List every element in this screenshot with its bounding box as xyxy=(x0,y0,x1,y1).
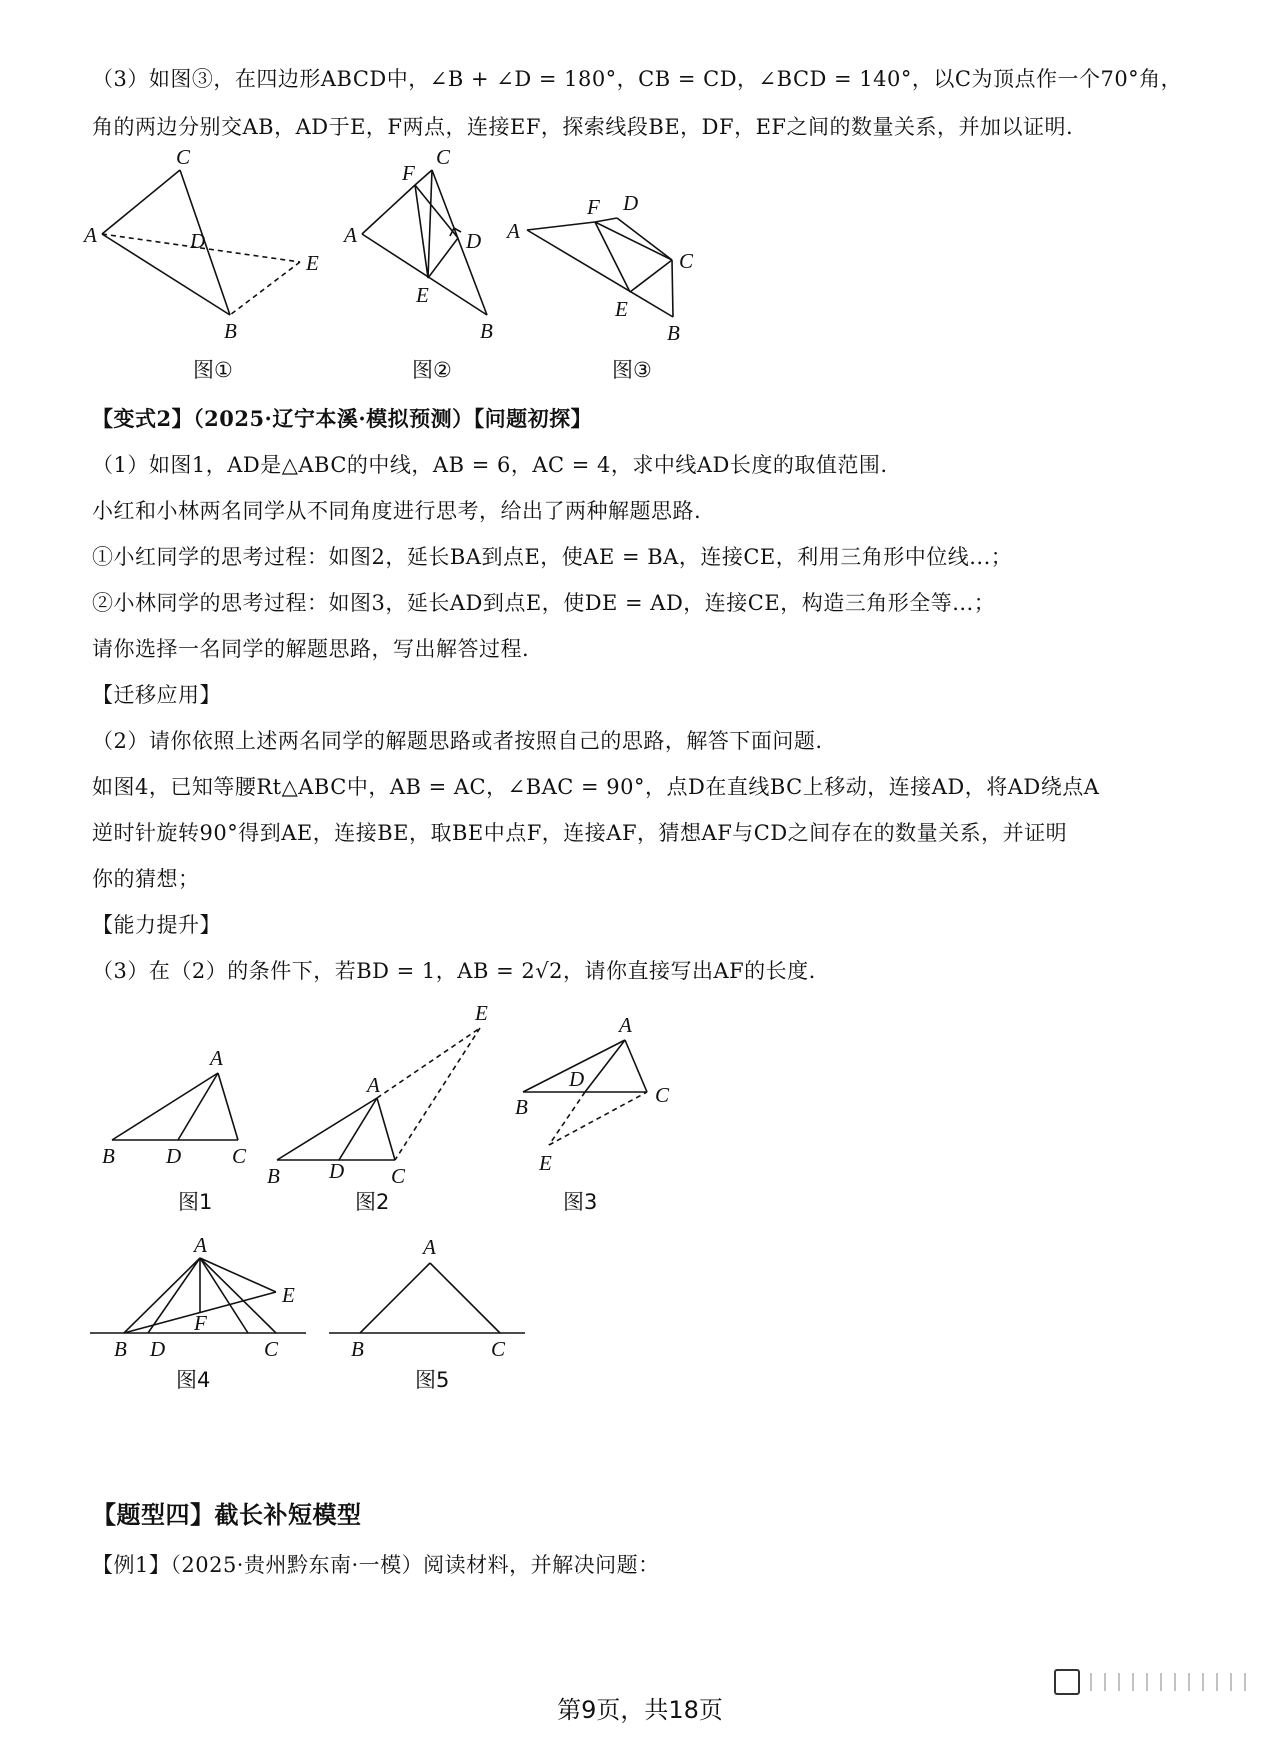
figure-2 xyxy=(265,1000,505,1188)
label-C: C xyxy=(655,1083,670,1107)
label-D: D xyxy=(466,229,482,253)
label-E: E xyxy=(539,1151,552,1175)
seg-BA xyxy=(360,1263,430,1333)
figure-3-circled xyxy=(505,150,725,350)
figure-1-circled xyxy=(80,145,320,350)
figure-2-circled xyxy=(340,145,520,350)
label-A: A xyxy=(194,1233,207,1257)
caption-fig4: 图4 xyxy=(176,1368,211,1392)
transfer-heading: 【迁移应用】 xyxy=(92,683,221,707)
label-A: A xyxy=(619,1013,632,1037)
seg-BA xyxy=(112,1073,218,1140)
label-A: A xyxy=(210,1046,223,1070)
variant2-q2: （2）请你依照上述两名同学的解题思路或者按照自己的思路，解答下面问题. xyxy=(92,729,823,753)
seg-BA xyxy=(277,1098,377,1160)
seg-AD xyxy=(339,1098,377,1160)
label-F: F xyxy=(402,161,415,185)
label-A: A xyxy=(507,219,520,243)
variant2-q3: （3）在（2）的条件下，若BD = 1，AB = 2√2，请你直接写出AF的长度. xyxy=(92,959,816,983)
variant2-way2: ②小林同学的思考过程：如图3，延长AD到点E，使DE = AD，连接CE，构造三角形全等...； xyxy=(92,591,996,615)
label-A: A xyxy=(367,1073,380,1097)
label-D: D xyxy=(569,1067,585,1091)
seg-CB xyxy=(672,260,673,317)
label-E: E xyxy=(615,297,628,321)
variant2-header: 【变式2】（2025·辽宁本溪·模拟预测）【问题初探】 xyxy=(92,406,593,431)
label-E: E xyxy=(306,251,319,275)
caption-fig1: 图1 xyxy=(178,1190,213,1214)
seg-EC xyxy=(630,260,672,292)
variant2-q2-line3: 你的猜想； xyxy=(92,867,200,891)
seg-AE-dashed xyxy=(377,1028,480,1098)
seg-AC xyxy=(102,170,180,234)
seg-AC xyxy=(377,1098,395,1160)
label-D: D xyxy=(190,229,206,253)
label-B: B xyxy=(267,1164,280,1188)
caption-fig-3: 图③ xyxy=(612,358,652,382)
label-A: A xyxy=(84,223,97,247)
label-B: B xyxy=(480,319,493,343)
label-B: B xyxy=(515,1095,528,1119)
figure-1 xyxy=(100,1045,260,1168)
seg-AC xyxy=(625,1040,647,1092)
label-F: F xyxy=(587,195,600,219)
seg-AD xyxy=(585,1040,625,1092)
seg-AD xyxy=(178,1073,218,1140)
variant2-choose: 请你选择一名同学的解题思路，写出解答过程. xyxy=(92,637,530,661)
variant2-q2-line1: 如图4，已知等腰Rt△ABC中，AB = AC，∠BAC = 90°，点D在直线BC上移动，连接AD，将AD绕点A xyxy=(92,775,1100,799)
caption-fig2: 图2 xyxy=(355,1190,390,1214)
label-F: F xyxy=(194,1311,207,1335)
label-C: C xyxy=(436,145,451,169)
label-A: A xyxy=(423,1235,436,1259)
seg-DE-dashed xyxy=(549,1092,585,1145)
page-footer: 第9页，共18页 xyxy=(557,1696,723,1724)
label-C: C xyxy=(176,145,191,169)
label-C: C xyxy=(679,249,694,273)
seg-EC-dashed xyxy=(549,1092,647,1145)
label-D: D xyxy=(623,191,639,215)
label-B: B xyxy=(667,321,680,345)
seg-AB xyxy=(102,234,230,315)
figure-4 xyxy=(88,1228,318,1368)
label-D: D xyxy=(329,1159,345,1183)
label-C: C xyxy=(391,1164,406,1188)
seg-CE xyxy=(428,170,432,278)
seg-AD xyxy=(148,1258,200,1333)
label-E: E xyxy=(475,1001,488,1025)
seg-DC xyxy=(617,218,672,260)
variant2-way1: ①小红同学的思考过程：如图2，延长BA到点E，使AE = BA，连接CE，利用三角形中位线...； xyxy=(92,545,1013,569)
scroll-indicator[interactable] xyxy=(1090,1673,1250,1691)
variant2-q2-line2: 逆时针旋转90°得到AE，连接BE，取BE中点F，连接AF，猜想AF与CD之间存在的数量关系，并证明 xyxy=(92,821,1068,845)
label-B: B xyxy=(351,1337,364,1361)
caption-fig5: 图5 xyxy=(415,1368,450,1392)
figure-3 xyxy=(505,1010,685,1185)
label-D: D xyxy=(150,1337,166,1361)
label-E: E xyxy=(282,1283,295,1307)
variant2-q1: （1）如图1，AD是△ABC的中线，AB = 6，AC = 4，求中线AD长度的取值范围. xyxy=(92,453,888,477)
problem3-line2: 角的两边分别交AB，AD于E，F两点，连接EF，探索线段BE，DF，EF之间的数量关系，并加以证明. xyxy=(92,115,1074,139)
seg-AF xyxy=(362,185,415,234)
seg-AC xyxy=(430,1263,500,1333)
seg-BA xyxy=(124,1258,200,1333)
seg-FC xyxy=(415,170,432,185)
variant2-intro: 小红和小林两名同学从不同角度进行思考，给出了两种解题思路. xyxy=(92,499,702,523)
seg-FC xyxy=(595,222,672,260)
seg-AF xyxy=(527,222,595,230)
caption-fig-1: 图① xyxy=(193,358,233,382)
label-C: C xyxy=(232,1144,247,1168)
label-C: C xyxy=(491,1337,506,1361)
label-C: C xyxy=(264,1337,279,1361)
section4-example: 【例1】（2025·贵州黔东南·一模）阅读材料，并解决问题： xyxy=(92,1553,660,1577)
label-E: E xyxy=(416,283,429,307)
label-D: D xyxy=(166,1144,182,1168)
label-B: B xyxy=(114,1337,127,1361)
seg-AC xyxy=(218,1073,238,1140)
label-B: B xyxy=(224,319,237,343)
seg-EC-dashed xyxy=(395,1028,480,1160)
label-A: A xyxy=(344,223,357,247)
caption-fig3: 图3 xyxy=(563,1190,598,1214)
problem3-line1: （3）如图③，在四边形ABCD中，∠B + ∠D = 180°，CB = CD，∠BCD = 140°，以C为顶点作一个70°角， xyxy=(92,67,1183,91)
seg-EB-dashed xyxy=(230,262,300,315)
section4-title: 【题型四】截长补短模型 xyxy=(92,1500,362,1529)
ability-heading: 【能力提升】 xyxy=(92,913,221,937)
seg-ED xyxy=(428,238,458,278)
label-B: B xyxy=(102,1144,115,1168)
caption-fig-2: 图② xyxy=(412,358,452,382)
figure-5 xyxy=(327,1228,527,1368)
